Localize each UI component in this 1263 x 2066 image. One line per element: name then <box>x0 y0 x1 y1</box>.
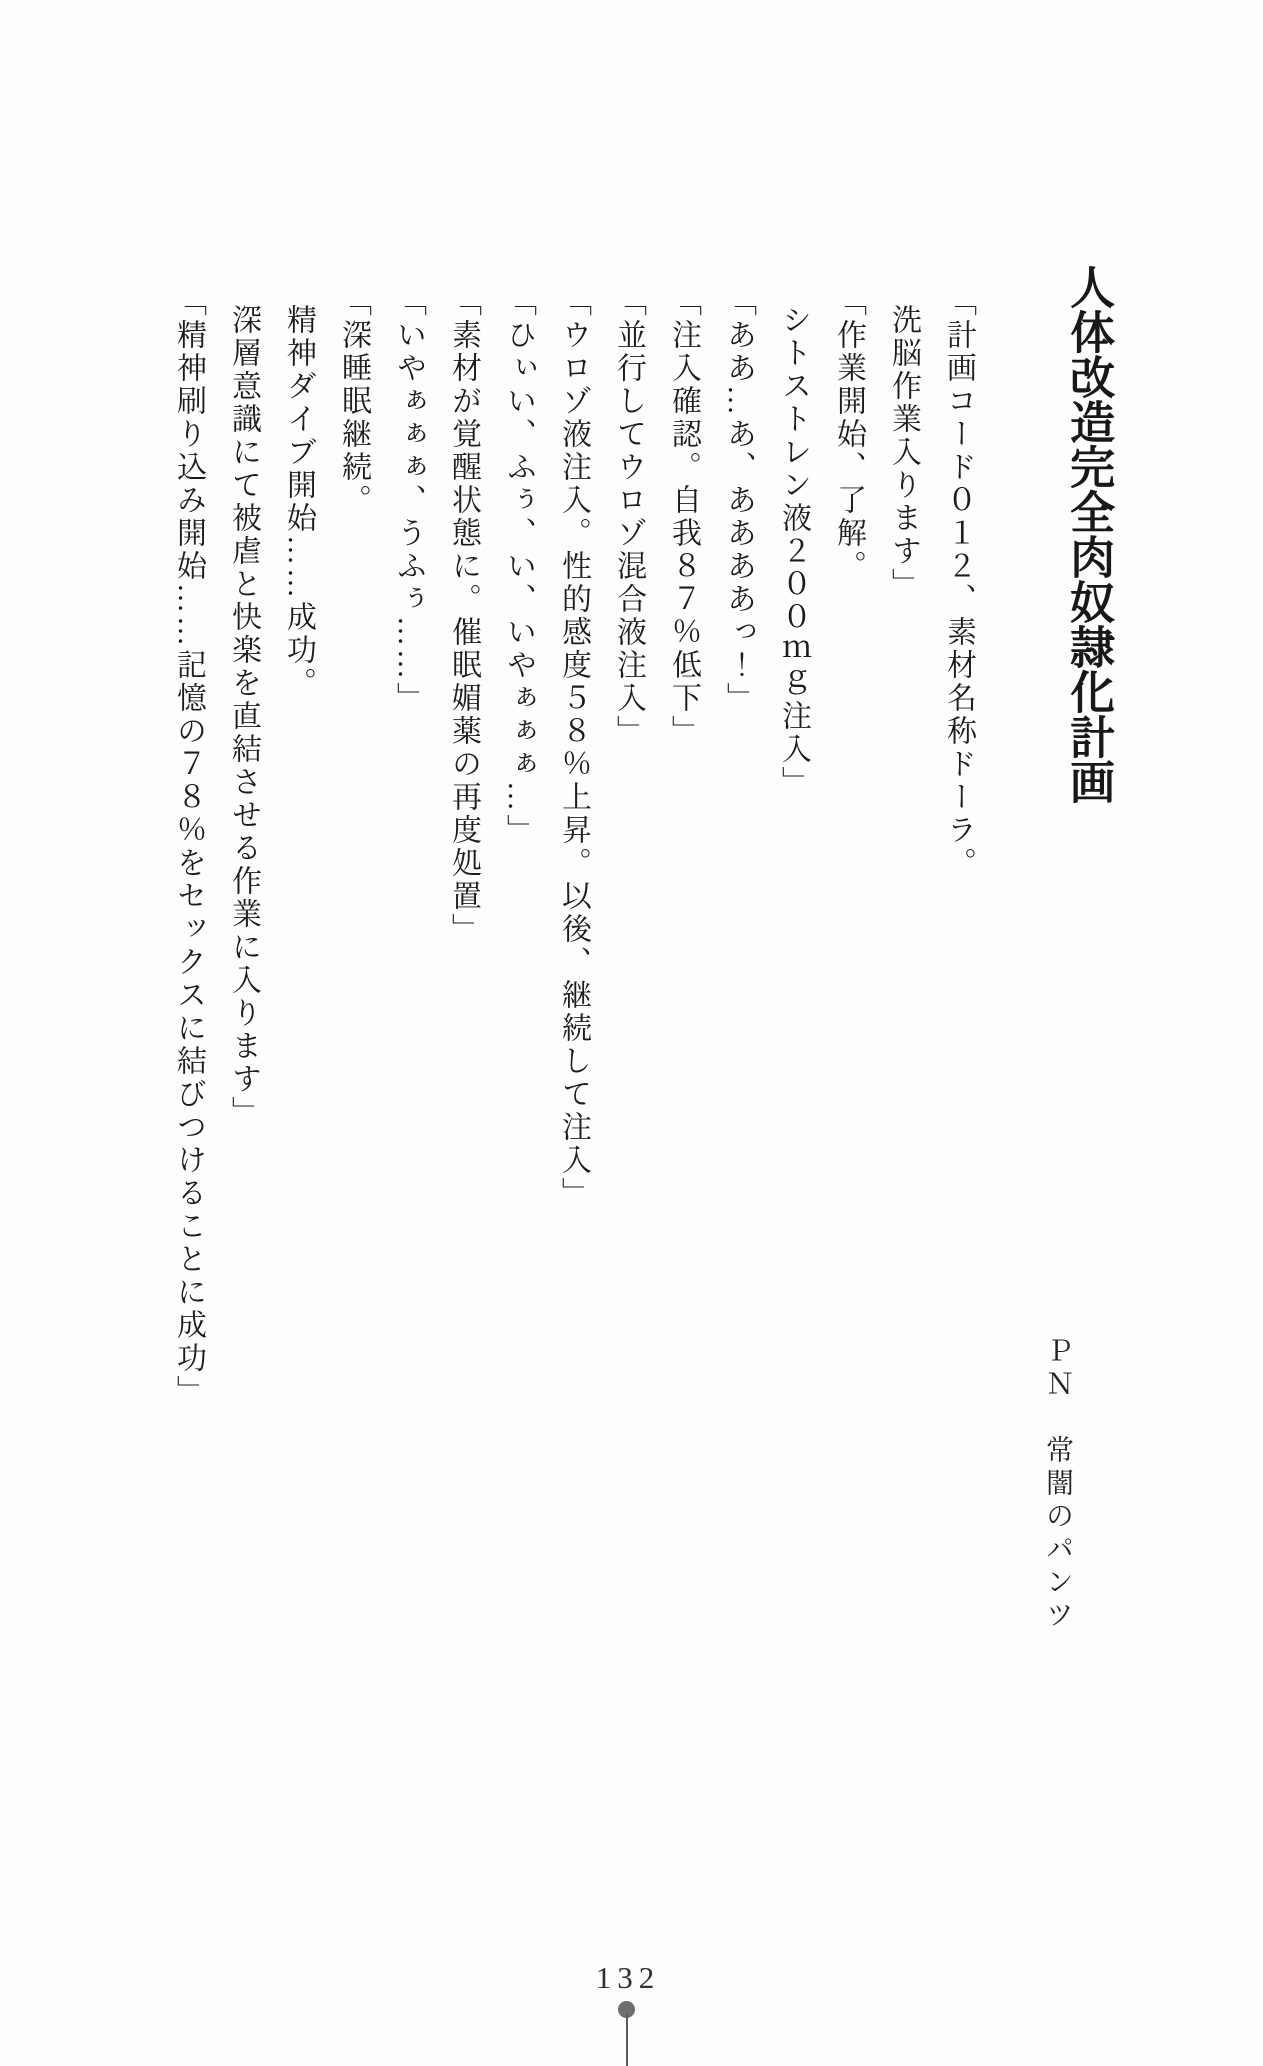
dialogue-line: 「注入確認。自我８７％低下」 <box>667 286 700 748</box>
dialogue-line: 「素材が覚醒状態に。催眠媚薬の再度処置」 <box>447 286 480 946</box>
body-text-block <box>159 286 986 1546</box>
dialogue-line: 深層意識にて被虐と快楽を直結させる作業に入ります」 <box>227 304 260 1129</box>
chapter-title: 人体改造完全肉奴隷化計画 <box>1063 264 1114 804</box>
dialogue-line: 「ああ…あ、ああああっ！」 <box>722 286 755 715</box>
dialogue-line: 「ひぃい、ふぅ、い、いやぁぁぁ…」 <box>502 286 535 847</box>
dialogue-line: 「深睡眠継続。 <box>337 286 370 517</box>
dialogue-line: 洗脳作業入ります」 <box>887 304 920 601</box>
dialogue-line: 「いやぁぁぁ、うふぅ……」 <box>392 286 425 715</box>
dialogue-line: シトストレン液２００ｍｇ注入」 <box>777 304 810 799</box>
dialogue-line: 精神ダイブ開始……成功。 <box>282 304 315 700</box>
dialogue-line: 「ウロゾ液注入。性的感度５８％上昇。以後、継続して注入」 <box>557 286 590 1210</box>
dialogue-line: 「作業開始、了解。 <box>832 286 865 583</box>
author-pen-name: ＰＮ 常闇のパンツ <box>1043 1336 1074 1633</box>
dialogue-line: 「精神刷り込み開始……記憶の７８％をセックスに結びつけることに成功」 <box>172 286 205 1408</box>
dialogue-line: 「並行してウロゾ混合液注入」 <box>612 286 645 748</box>
page-number: 132 <box>595 1960 661 1995</box>
fold-mark-line <box>626 2014 628 2066</box>
dialogue-line: 「計画コード０１２、素材名称ドーラ。 <box>942 286 975 880</box>
